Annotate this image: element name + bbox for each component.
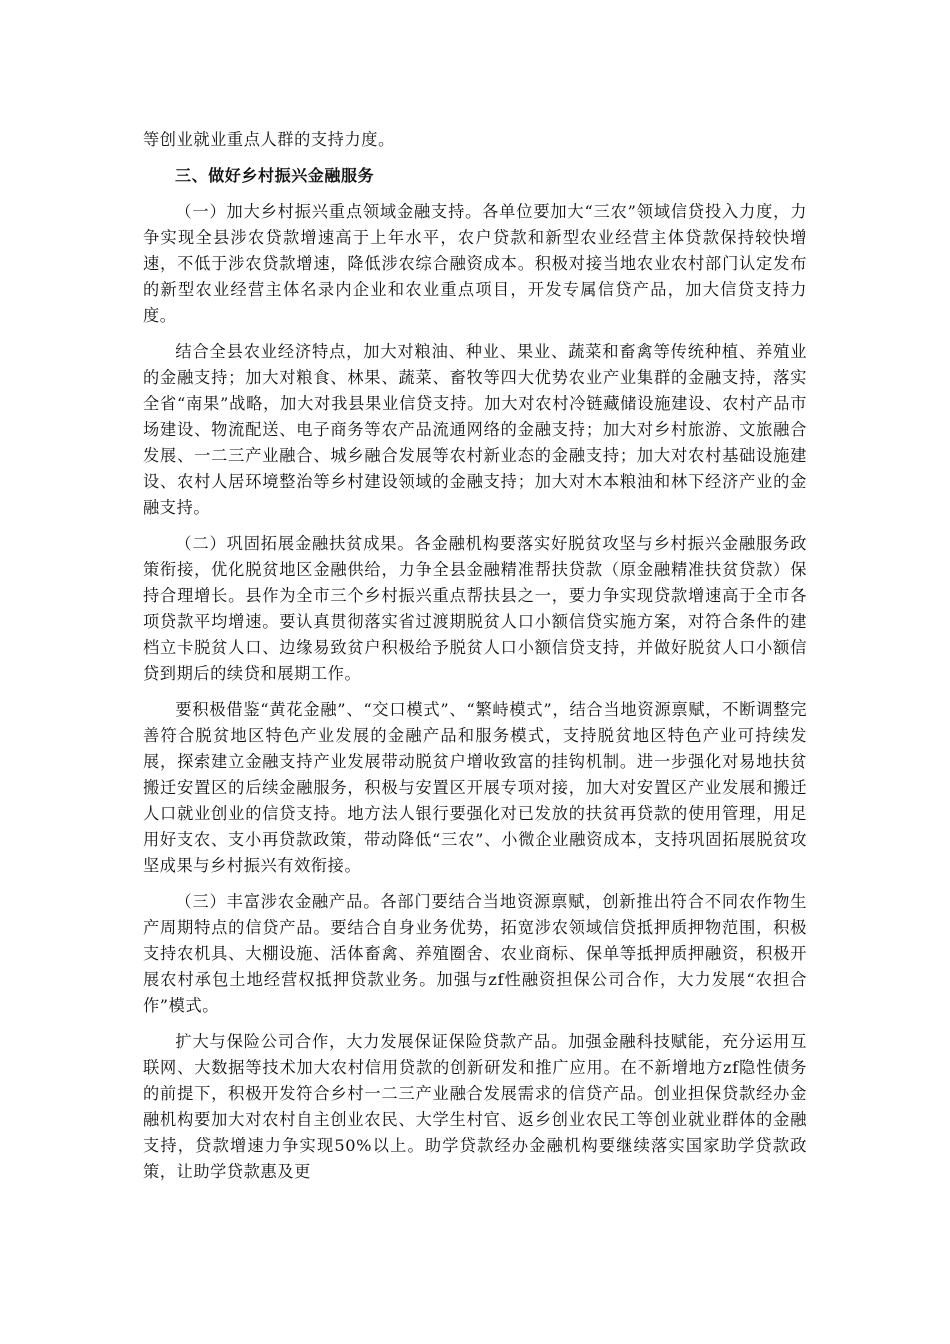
paragraph-3: （二）巩固拓展金融扶贫成果。各金融机构要落实好脱贫攻坚与乡村振兴金融服务政策衔接，优化脱贫地区金融供给，力争全县金融精准帮扶贷款（原金融精准扶贫贷款）保持合理增长。县作为全市三个乡村振兴重点帮扶县之一，要力争实现贷款增速高于全市各项贷款平均增速。要认真贯彻落实省过渡期脱贫人口小额信贷实施方案，对符合条件的建档立卡脱贫人口、边缘易致贫户积极给予脱贫人口小额信贷支持，并做好脱贫人口小额信贷到期后的续贷和展期工作。	[143, 534, 807, 683]
section-heading: 三、做好乡村振兴金融服务	[175, 166, 375, 185]
continuation-text: 等创业就业重点人群的支持力度。	[143, 130, 395, 149]
paragraph-1: （一）加大乡村振兴重点领域金融支持。各单位要加大“三农”领域信贷投入力度，力争实现全县涉农贷款增速高于上年水平，农户贷款和新型农业经营主体贷款保持较快增速，不低于涉农贷款增速，降低涉农综合融资成本。积极对接当地农业农村部门认定发布的新型农业经营主体名录内企业和农业重点项目，开发专属信贷产品，加大信贷支持力度。	[143, 202, 807, 325]
paragraph-4: 要积极借鉴“黄花金融”、“交口模式”、“繁峙模式”，结合当地资源禀赋，不断调整完善符合脱贫地区特色产业发展的金融产品和服务模式，支持脱贫地区特色产业可持续发展，探索建立金融支持产业发展带动脱贫户增收致富的挂钩机制。进一步强化对易地扶贫搬迁安置区的后续金融服务，积极与安置区开展专项对接，加大对安置区产业发展和搬迁人口就业创业的信贷支持。地方法人银行要强化对已发放的扶贫再贷款的使用管理，用足用好支农、支小再贷款政策，带动降低“三农”、小微企业融资成本，支持巩固拓展脱贫攻坚成果与乡村振兴有效衔接。	[143, 700, 807, 875]
paragraph-2: 结合全县农业经济特点，加大对粮油、种业、果业、蔬菜和畜禽等传统种植、养殖业的金融支持；加大对粮食、林果、蔬菜、畜牧等四大优势农业产业集群的金融支持，落实全省“南果”战略，加大对我县果业信贷支持。加大对农村冷链藏储设施建设、农村产品市场建设、物流配送、电子商务等农产品流通网络的金融支持；加大对乡村旅游、文旅融合发展、一二三产业融合、城乡融合发展等农村新业态的金融支持；加大对农村基础设施建设、农村人居环境整治等乡村建设领域的金融支持；加大对木本粮油和林下经济产业的金融支持。	[143, 342, 807, 517]
paragraph-6: 扩大与保险公司合作，大力发展保证保险贷款产品。加强金融科技赋能，充分运用互联网、大数据等技术加大农村信用贷款的创新研发和推广应用。在不新增地方zf隐性债务的前提下，积极开发符合乡村一二三产业融合发展需求的信贷产品。创业担保贷款经办金融机构要加大对农村自主创业农民、大学生村官、返乡创业农民工等创业就业群体的金融支持，贷款增速力争实现50%以上。助学贷款经办金融机构要继续落实国家助学贷款政策，让助学贷款惠及更	[143, 1032, 807, 1181]
paragraph-5: （三）丰富涉农金融产品。各部门要结合当地资源禀赋，创新推出符合不同农作物生产周期特点的信贷产品。要结合自身业务优势，拓宽涉农领域信贷抵押质押物范围，积极支持农机具、大棚设施、活体畜禽、养殖圈舍、农业商标、保单等抵押质押融资，积极开展农村承包土地经营权抵押贷款业务。加强与zf性融资担保公司合作，大力发展“农担合作”模式。	[143, 892, 807, 1015]
document-page	[143, 127, 807, 1195]
